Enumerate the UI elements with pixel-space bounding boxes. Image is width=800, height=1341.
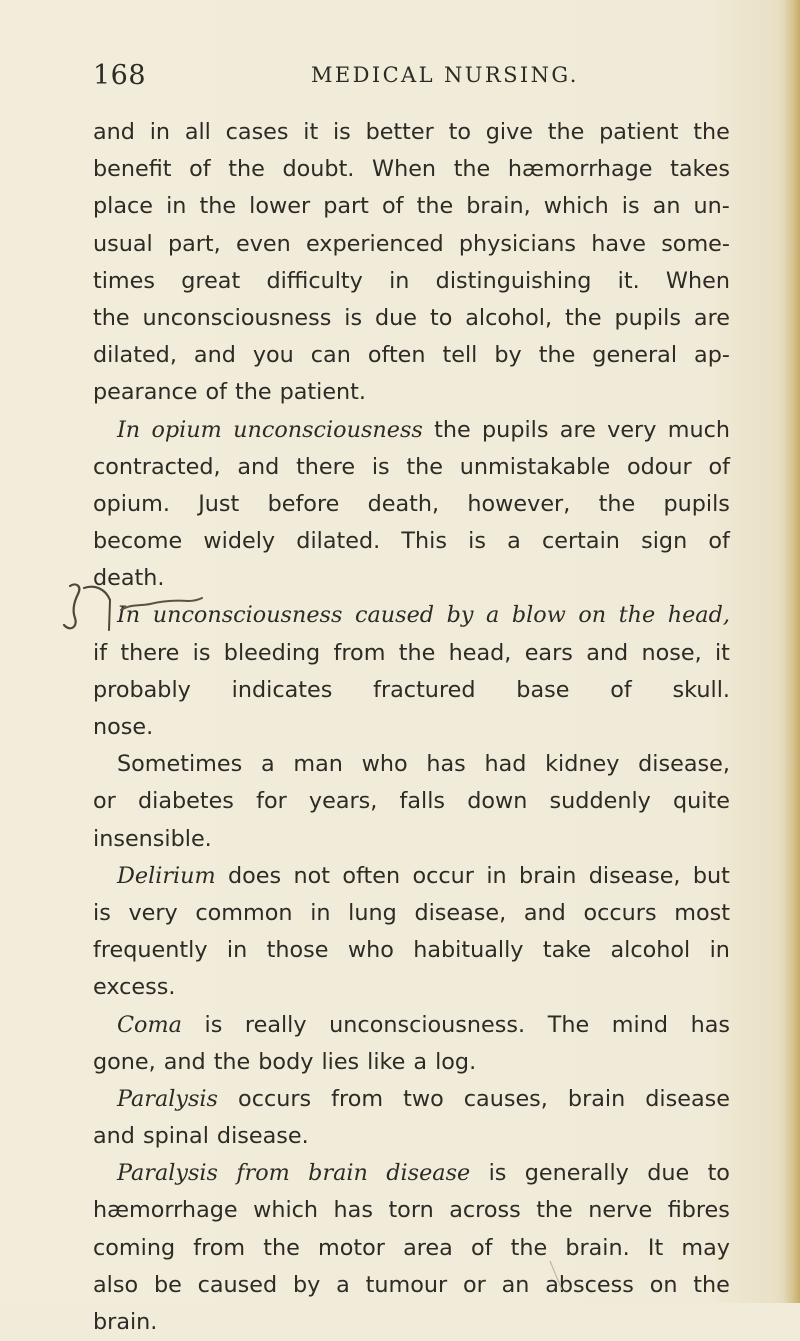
word: pupils (614, 304, 681, 331)
text-line (93, 1081, 730, 1118)
word: is (332, 119, 351, 145)
word: is (192, 639, 211, 666)
word: nerve (588, 1197, 653, 1224)
word: not (293, 862, 331, 889)
word: head, (667, 602, 730, 629)
word: quite (673, 788, 730, 815)
word: the (547, 119, 585, 145)
word: for (256, 788, 287, 815)
text-line (93, 337, 730, 374)
word: occurs (238, 1085, 312, 1112)
word: become (93, 528, 183, 555)
word: a (507, 528, 521, 555)
word: the (618, 602, 656, 629)
word: nose. (93, 714, 154, 740)
word: habitually (413, 937, 524, 964)
word: be (153, 1271, 182, 1298)
word: bleeding (223, 639, 321, 666)
word: patient. (279, 379, 367, 406)
word: the (538, 342, 576, 369)
text-line (93, 412, 730, 449)
text-line (93, 523, 730, 560)
word: generally (524, 1160, 629, 1187)
word: it (303, 119, 319, 145)
text-line (93, 188, 730, 225)
word: by (446, 602, 474, 629)
word: it. (617, 267, 640, 294)
word: the (510, 1234, 548, 1261)
word: has (333, 1197, 373, 1224)
word: and (523, 899, 566, 926)
word: common (195, 899, 293, 926)
text-line (93, 263, 730, 300)
word: Just (198, 490, 240, 517)
text-line (93, 1267, 730, 1304)
word: In (117, 416, 141, 443)
word: the (406, 453, 443, 480)
word: brain. (565, 1234, 630, 1261)
word: some- (661, 230, 730, 257)
word: in (226, 937, 248, 964)
word: of (708, 453, 730, 480)
word: an (652, 193, 681, 220)
word: also (93, 1271, 139, 1298)
word: disease, (588, 862, 681, 889)
word: due (647, 1160, 690, 1187)
word: man (293, 751, 343, 778)
word: if (93, 639, 108, 666)
word: the (228, 156, 265, 183)
word: give (485, 119, 533, 145)
word: opium (151, 416, 222, 443)
text-line (93, 709, 730, 746)
word: Sometimes (117, 751, 243, 778)
word: mind (611, 1011, 668, 1038)
word: the (416, 193, 454, 220)
word: is (344, 304, 363, 331)
word: in (149, 119, 171, 145)
word: part (323, 193, 369, 220)
word: may (681, 1234, 730, 1261)
word: and (193, 342, 236, 369)
word: pearance (93, 379, 198, 406)
word: those (266, 937, 329, 964)
word: all (184, 119, 211, 145)
word: head, (448, 639, 512, 666)
word: suddenly (549, 788, 651, 815)
word: the (693, 1271, 730, 1298)
word: When (665, 267, 730, 294)
word: have (591, 230, 646, 257)
word: Paralysis (117, 1160, 218, 1187)
word: Paralysis (117, 1085, 218, 1112)
word: is (93, 899, 111, 926)
word: are (559, 416, 596, 443)
word: and (237, 453, 280, 480)
word: probably (93, 676, 191, 703)
word: or (463, 1271, 486, 1298)
word: there (120, 639, 180, 666)
word: of (382, 193, 404, 220)
text-line (93, 635, 730, 672)
word: usual (93, 230, 153, 257)
word: insensible. (93, 825, 212, 852)
word: brain, (466, 193, 531, 220)
word: of (205, 379, 227, 406)
faint-pencil-mark (548, 1260, 570, 1294)
word: or (93, 788, 116, 815)
word: are (693, 304, 730, 331)
word: is (621, 193, 640, 220)
text-line (93, 1230, 730, 1267)
strike-through-mark (118, 588, 206, 622)
word: fibres (667, 1197, 730, 1224)
word: has (690, 1011, 730, 1038)
word: across (449, 1197, 521, 1224)
word: body (258, 1048, 314, 1075)
word: had (484, 751, 527, 778)
word: however, (467, 490, 571, 517)
word: very (128, 899, 178, 926)
word: patient (599, 119, 679, 145)
word: in (310, 899, 331, 926)
word: from (236, 1160, 290, 1187)
word: the (434, 416, 471, 443)
word: opium. (93, 490, 170, 517)
word: tumour (365, 1271, 448, 1298)
word: take (542, 937, 592, 964)
word: Coma (117, 1011, 182, 1038)
word: does (228, 862, 282, 889)
word: occur (412, 862, 474, 889)
word: disease (386, 1160, 471, 1187)
word: two (403, 1085, 444, 1112)
word: death, (367, 490, 440, 517)
page-edge-shadow (784, 0, 800, 1303)
word: alcohol (610, 937, 691, 964)
word: widely (203, 528, 276, 555)
word: the (398, 639, 436, 666)
word: really (244, 1011, 307, 1038)
word: diabetes (137, 788, 234, 815)
word: of (610, 676, 632, 703)
word: motor (318, 1234, 385, 1261)
word: hæmorrhage (93, 1197, 238, 1224)
word: area (403, 1234, 453, 1261)
word: log. (435, 1048, 477, 1075)
word: base (516, 676, 570, 703)
word: disease, (638, 751, 730, 778)
word: hæmorrhage (507, 156, 653, 183)
word: general (592, 342, 678, 369)
word: skull. (672, 676, 730, 703)
word: un- (693, 193, 730, 220)
word: great (181, 267, 241, 294)
word: disease (645, 1085, 730, 1112)
word: cases (225, 119, 289, 145)
word: place (93, 193, 153, 220)
word: better (365, 119, 434, 145)
word: the (693, 119, 730, 145)
word: very (607, 416, 657, 443)
word: often (342, 862, 401, 889)
word: brain. (93, 1309, 158, 1335)
word: often (367, 342, 426, 369)
word: the (199, 193, 237, 220)
word: the (598, 490, 636, 517)
word: frequently (93, 937, 208, 964)
word: a (336, 1271, 350, 1298)
word: distinguishing (435, 267, 592, 294)
text-line (93, 858, 730, 895)
word: in (709, 937, 730, 964)
text-line (93, 783, 730, 820)
word: the (453, 156, 491, 183)
word: lung (348, 899, 397, 926)
word: death. (93, 565, 165, 592)
word: unconsciousness (233, 416, 423, 443)
word: you (252, 342, 294, 369)
word: This (401, 528, 447, 555)
word: Delirium (117, 862, 216, 889)
word: benefit (93, 156, 172, 183)
word: sign (641, 528, 688, 555)
word: the (93, 304, 130, 331)
word: difficulty (266, 267, 363, 294)
word: spinal (142, 1123, 209, 1150)
word: to (429, 304, 453, 331)
word: the (213, 1048, 251, 1075)
word: kidney (545, 751, 620, 778)
word: doubt. (282, 156, 355, 183)
word: years, (308, 788, 378, 815)
word: from (333, 639, 386, 666)
word: takes (670, 156, 730, 183)
text-line (93, 932, 730, 969)
word: which (543, 193, 609, 220)
word: the (263, 1234, 300, 1261)
word: physicians (458, 230, 577, 257)
word: of (708, 528, 730, 555)
word: lower (249, 193, 311, 220)
word: When (372, 156, 437, 183)
word: the (536, 1197, 573, 1224)
word: indicates (231, 676, 333, 703)
word: from (331, 1085, 384, 1112)
word: brain (567, 1085, 626, 1112)
word: can (310, 342, 351, 369)
word: in (389, 267, 410, 294)
word: but (692, 862, 730, 889)
word: from (193, 1234, 246, 1261)
word: dilated. (296, 528, 381, 555)
word: to (707, 1160, 730, 1187)
word: on (649, 1271, 678, 1298)
word: unconsciousness. (329, 1011, 526, 1038)
text-line (93, 226, 730, 263)
word: unmistakable (459, 453, 611, 480)
word: coming (93, 1234, 176, 1261)
word: pupils (482, 416, 549, 443)
word: by (494, 342, 522, 369)
word: times (93, 267, 155, 294)
text-line (93, 821, 730, 858)
text-line (93, 300, 730, 337)
word: experienced (305, 230, 444, 257)
word: of (189, 156, 211, 183)
word: torn (388, 1197, 434, 1224)
text-line (93, 1304, 730, 1341)
word: odour (626, 453, 692, 480)
text-line (93, 151, 730, 188)
word: caused (197, 1271, 278, 1298)
text-line (93, 1118, 730, 1155)
word: disease. (216, 1123, 309, 1150)
word: In (117, 602, 141, 629)
text-line (93, 1155, 730, 1192)
word: of (470, 1234, 493, 1261)
text-line (93, 746, 730, 783)
word: by (292, 1271, 321, 1298)
word: brain (308, 1160, 368, 1187)
word: occurs (583, 899, 657, 926)
word: the (565, 304, 602, 331)
text-line (93, 374, 730, 411)
text-line (93, 114, 730, 151)
word: ears (524, 639, 573, 666)
word: an (501, 1271, 530, 1298)
word: like (367, 1048, 406, 1075)
word: The (547, 1011, 590, 1038)
word: and (586, 639, 629, 666)
word: pupils (663, 490, 730, 517)
text-line (93, 895, 730, 932)
text-line (93, 1044, 730, 1081)
word: a (260, 751, 275, 778)
word: and (93, 1123, 135, 1150)
word: It (647, 1234, 664, 1261)
word: much (667, 416, 730, 443)
word: alcohol, (465, 304, 553, 331)
word: who (347, 937, 394, 964)
word: who (361, 751, 408, 778)
word: fractured (373, 676, 476, 703)
word: due (375, 304, 418, 331)
word: abscess (545, 1271, 634, 1298)
text-line (93, 672, 730, 709)
word: which (253, 1197, 319, 1224)
word: part, (167, 230, 221, 257)
word: certain (542, 528, 620, 555)
word: unconsciousness (142, 304, 332, 331)
text-line (93, 486, 730, 523)
page-number: 168 (93, 60, 147, 91)
word: most (674, 899, 730, 926)
word: ap- (694, 342, 730, 369)
word: tell (442, 342, 478, 369)
word: contracted, (93, 453, 221, 480)
word: in (166, 193, 187, 220)
word: before (267, 490, 340, 517)
word: falls (399, 788, 446, 815)
word: lies (321, 1048, 360, 1075)
page-header (93, 60, 730, 96)
word: brain (519, 862, 577, 889)
word: it (714, 639, 730, 666)
word: a (413, 1048, 428, 1075)
word: in (486, 862, 507, 889)
word: and (93, 119, 135, 145)
word: gone, (93, 1048, 156, 1075)
word: is (204, 1011, 223, 1038)
word: nose, (641, 639, 702, 666)
word: is (468, 528, 486, 555)
word: the (234, 379, 272, 406)
word: blow (511, 602, 566, 629)
body-text (93, 114, 730, 1341)
word: is (488, 1160, 507, 1187)
running-head: MEDICAL NURSING. (311, 63, 579, 87)
word: caused (355, 602, 435, 629)
text-line (93, 449, 730, 486)
text-line (93, 969, 730, 1006)
text-line (93, 1192, 730, 1229)
word: to (448, 119, 471, 145)
word: a (486, 602, 500, 629)
text-line (93, 1007, 730, 1044)
word: even (235, 230, 291, 257)
word: has (426, 751, 466, 778)
word: causes, (463, 1085, 548, 1112)
word: there (296, 453, 356, 480)
word: excess. (93, 974, 176, 1001)
word: on (578, 602, 607, 629)
word: dilated, (93, 342, 177, 369)
word: down (467, 788, 528, 815)
word: is (371, 453, 390, 480)
word: unconsciousness (152, 602, 343, 629)
word: and (163, 1048, 206, 1075)
word: disease, (414, 899, 507, 926)
